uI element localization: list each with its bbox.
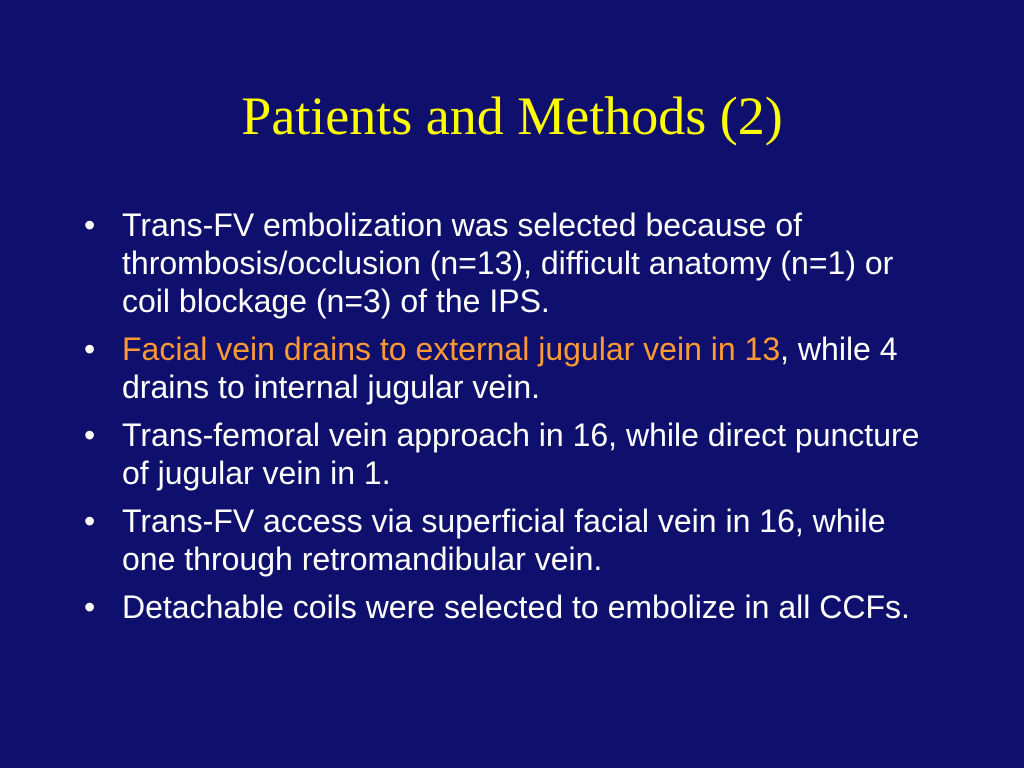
bullet-text: Detachable coils were selected to embolize in all CCFs. [122, 589, 910, 625]
bullet-marker: • [84, 207, 96, 243]
bullet-item-1 [84, 206, 944, 320]
bullet-text: Trans-FV access via superficial facial vein in 16, while one through retromandibular vein. [122, 503, 886, 577]
bullet-marker: • [84, 589, 96, 625]
slide-title: Patients and Methods (2) [241, 86, 783, 146]
bullet-list [84, 206, 944, 636]
bullet-marker: • [84, 331, 96, 367]
bullet-text: Trans-FV embolization was selected because of thrombosis/occlusion (n=13), difficult anatomy (n=1) or coil blockage (n=3) of the IPS. [122, 207, 894, 319]
bullet-marker: • [84, 417, 96, 453]
bullet-highlight-text: Facial vein drains to external jugular vein in 13 [122, 331, 781, 367]
bullet-item-5 [84, 588, 944, 626]
bullet-item-4 [84, 502, 944, 578]
bullet-item-2 [84, 330, 944, 406]
bullet-text: , while 4 drains to internal jugular vein. [122, 331, 898, 405]
bullet-marker: • [84, 503, 96, 539]
bullet-text: Trans-femoral vein approach in 16, while direct puncture of jugular vein in 1. [122, 417, 920, 491]
bullet-item-3 [84, 416, 944, 492]
